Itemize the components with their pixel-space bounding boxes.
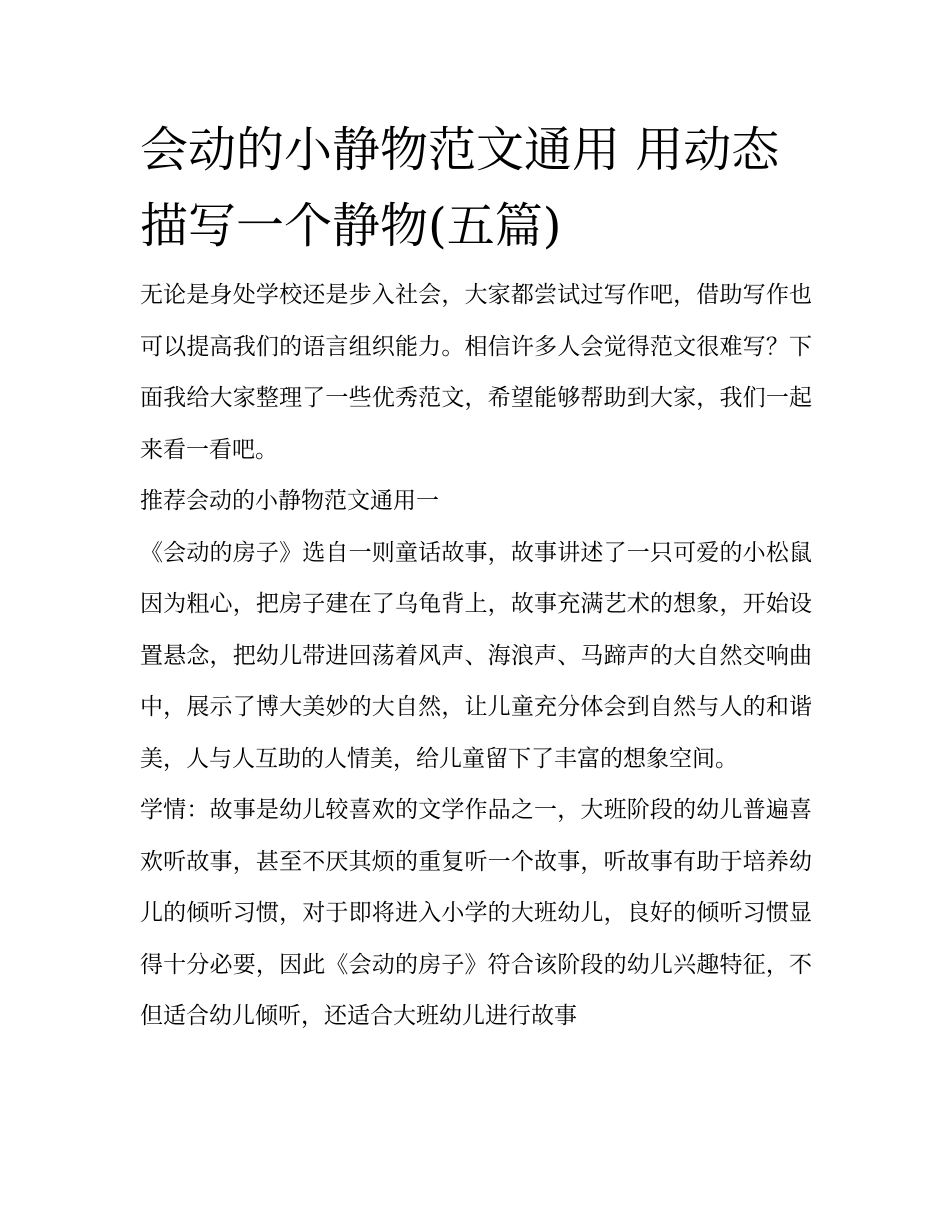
learning-situation-paragraph: 学情：故事是幼儿较喜欢的文学作品之一，大班阶段的幼儿普遍喜欢听故事，甚至不厌其烦的重复听一个故事，听故事有助于培养幼儿的倾听习惯，对于即将进入小学的大班幼儿，良好的倾听习惯显得十分必要，因此《会动的房子》符合该阶段的幼儿兴趣特征，不但适合幼儿倾听，还适合大班幼儿进行故事 (140, 797, 812, 1029)
section-heading: 推荐会动的小静物范文通用一 (140, 488, 439, 514)
story-summary-paragraph: 《会动的房子》选自一则童话故事，故事讲述了一只可爱的小松鼠因为粗心，把房子建在了乌龟背上，故事充满艺术的想象，开始设置悬念，把幼儿带进回荡着风声、海浪声、马蹄声的大自然交响曲中，展示了博大美妙的大自然，让儿童充分体会到自然与人的和谐美，人与人互助的人情美，给儿童留下了丰富的想象空间。 (140, 539, 812, 772)
document-page (140, 112, 812, 1043)
intro-paragraph: 无论是身处学校还是步入社会，大家都尝试过写作吧，借助写作也可以提高我们的语言组织能力。相信许多人会觉得范文很难写？下面我给大家整理了一些优秀范文，希望能够帮助到大家，我们一起来看一看吧。 (140, 282, 812, 463)
document-title: 会动的小静物范文通用 用动态描写一个静物(五篇) (140, 122, 780, 254)
